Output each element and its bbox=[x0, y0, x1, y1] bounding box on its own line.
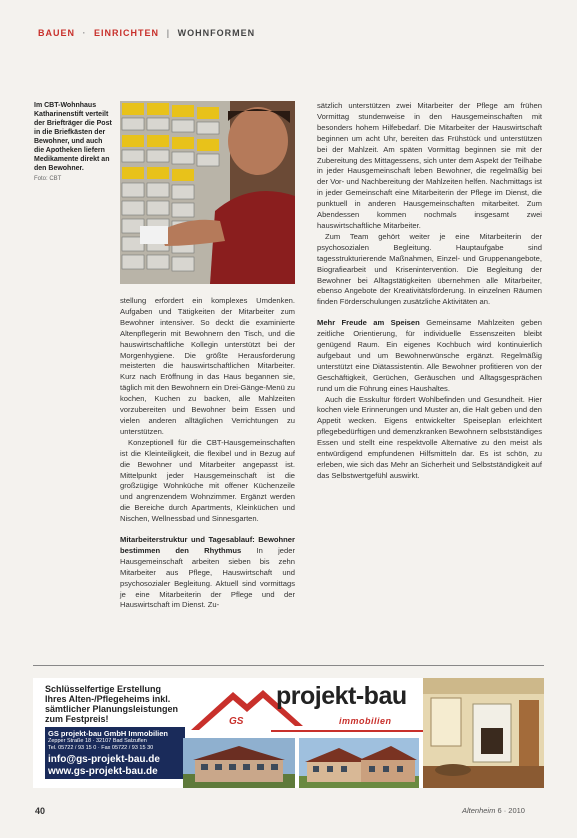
paragraph: Konzeptionell für die CBT-Hausgemeinschaften ist die Kleinteiligkeit, die flexibel und in Bezug auf die Bewohner und Mitarbeiter angepasst ist. Mittelpunkt jeder Hausgemeinschaft ist die großzügige Wohnküche mit offener Küchenzeile und angrenzendem Wohnzimmer. Ergänzt werden die Bereiche durch Apartments, Kleinküchen und Nischen, Wellnessbad und Sinnesgarten. bbox=[120, 437, 295, 524]
section-label-bauen: BAUEN bbox=[38, 28, 76, 38]
subheading: Mehr Freude am Speisen bbox=[317, 318, 420, 328]
paragraph: Auch die Esskultur fördert Wohlbefinden und Gesundheit. Hier kochen viele Erinnerungen und Muster an, die Halt geben und den Appetit wecken. Eigens entwickelter Speiseplan erleichtert pflegebedürftigen und demenzkranken Bewohnern selbstständiges Essen und stellt eine respektvolle Alternative zu den meist als entwürdigend empfundenen Hilfsmitteln dar. Es ist schön, zu erleben, wie sich das Mehr an Sicherheit und Selbstständigkeit auf das Selbstwertgefühl auswirkt. bbox=[317, 394, 542, 480]
ad-website-link[interactable]: www.gs-projekt-bau.de bbox=[45, 766, 185, 779]
ad-phone: Tel. 05722 / 93 15 0 · Fax 05722 / 93 15 30 bbox=[48, 745, 154, 751]
ad-text-block bbox=[45, 684, 185, 779]
section-divider: | bbox=[166, 28, 171, 38]
page-number: 40 bbox=[35, 806, 46, 816]
photo-credit: Foto: CBT bbox=[34, 176, 62, 182]
subheading: Mitarbeiterstruktur und Tagesablauf: Bewohner bestimmen den Rhythmus bbox=[120, 535, 295, 555]
section-label-einrichten: EINRICHTEN bbox=[94, 28, 160, 38]
photo-caption bbox=[34, 101, 112, 184]
mailbox-photo-illustration bbox=[120, 101, 295, 284]
article-column-right bbox=[317, 101, 542, 482]
ad-brand-name: projekt-bau bbox=[276, 682, 407, 710]
magazine-issue: 6 · 2010 bbox=[497, 806, 525, 815]
paragraph-with-subheading bbox=[120, 535, 295, 611]
ad-email-link[interactable]: info@gs-projekt-bau.de bbox=[45, 754, 185, 766]
section-header bbox=[38, 28, 255, 38]
advertisement bbox=[33, 678, 544, 788]
paragraph: Zum Team gehört weiter je eine Mitarbeiterin der psychosozialen Begleitung. Hauptaufgabe sind tagesstrukturierende Maßnahmen, Einzel- und Gruppenangebote, Biografiearbeit und Krisenintervention. Die Begleitung der Bewohner bei Alltagstätigkeiten übernehmen alle Mitarbeiter, ebenso Angebote der Kreativitätsförderung. In einzelnen Räumen finden Förderschulungen zusätzliche Aktivitäten an. bbox=[317, 231, 542, 307]
ad-company-name: GS projekt-bau GmbH Immobilien bbox=[48, 729, 169, 738]
magazine-footer bbox=[462, 806, 525, 815]
ad-address: Zepper Straße 18 · 32107 Bad Salzuflen bbox=[48, 738, 147, 744]
interior-photo bbox=[423, 678, 544, 788]
section-label-current: WOHNFORMEN bbox=[177, 28, 256, 38]
paragraph-text: In jeder Hausgemeinschaft arbeiten sieben bis zehn Mitarbeiter aus Pflege, Hauswirtschaft und psychosozialer Begleitung. Aktuell sind vormittags je eine Mitarbeiterin der Pflege und der Hauswirtschaft im Dienst. Zu- bbox=[120, 545, 295, 610]
paragraph: stellung erfordert ein komplexes Umdenken. Aufgaben und Tätigkeiten der Mitarbeiter zum Bewohner intensiver. So deckt die examinierte Altenpflegerin mit Bewohnern den Tisch, und die hauswirtschaftliche Kollegin unterstützt bei der Morgenhygiene. Die größte Herausforderung meisterten die hauswirtschaftlichen Mitarbeiter. Kurz nach Eröffnung in das Haus begannen sie, täglich mit den Bewohnern ein Drei-Gänge-Menü zu kochen, Kuchen zu backen, alle Mahlzeiten vorzubereiten und Bewohner beim Essen und vielen anderen alltäglichen Verrichtungen zu unterstützen. bbox=[120, 296, 295, 436]
paragraph: sätzlich unterstützen zwei Mitarbeiter der Pflege am frühen Vormittag stundenweise in den Hausgemeinschaften mit besonders hohem Hilfebedarf. Die Mitarbeiter der Hauswirtschaft beginnen um acht Uhr, bereiten das Frühstück und unterstützen bei der Mahlzeit. Am späten Vormittag beginnen sie mit der Zubereitung des Mittagessens, sich unter dem Aspekt der Teilhabe in jeder Hausgemeinschaft leben Bewohner, die regelmäßig bei der Vor- und Nachbereitung der Mahlzeiten helfen. Nachmittags ist in jeder Gemeinschaft eine Mitarbeiterin der Pflege im Dienst, die punktuell in anderen Hausgemeinschaften mitarbeitet. Zum Abendessen kommen nochmals insgesamt zwei hauswirtschaftliche Mitarbeiter. bbox=[317, 101, 542, 230]
article-photo bbox=[120, 101, 295, 284]
section-separator: · bbox=[82, 28, 87, 38]
ad-headline: Schlüsselfertige Erstellung Ihres Alten-/Pflegeheims inkl. sämtlicher Planungsleistungen zum Festpreis! bbox=[45, 684, 179, 724]
ad-brand-subtitle: immobilien bbox=[339, 716, 392, 726]
building-photo-2 bbox=[299, 738, 419, 788]
building-photo-1 bbox=[183, 738, 295, 788]
magazine-name: Altenheim bbox=[462, 806, 496, 815]
ad-company-box bbox=[45, 727, 185, 754]
caption-text: Im CBT-Wohnhaus Katharinenstift verteilt der Briefträger die Post in die Briefkästen der Bewohner, und auch die Apotheken liefern Medikamente direkt an den Bewohner. bbox=[34, 102, 112, 172]
paragraph-with-subheading bbox=[317, 318, 542, 394]
logo-letters: GS bbox=[229, 716, 244, 727]
ad-divider-line bbox=[33, 665, 544, 666]
paragraph-text: Gemeinsame Mahlzeiten geben zeitliche Orientierung, für individuelle Essenszeiten bleibt genügend Raum. Ein eigenes Kochbuch wird kontinuierlich aufgebaut und um Bewohnerwünsche ergänzt. Regelmäßig unterstützt eine Diätassistentin. Alle Bewohner profitieren von der Geschäftigkeit, Gerüchen, Geräuschen und Alltagsgesprächen rund um die Führung eines Haushaltes. bbox=[317, 318, 542, 393]
article-column-left bbox=[120, 296, 295, 611]
